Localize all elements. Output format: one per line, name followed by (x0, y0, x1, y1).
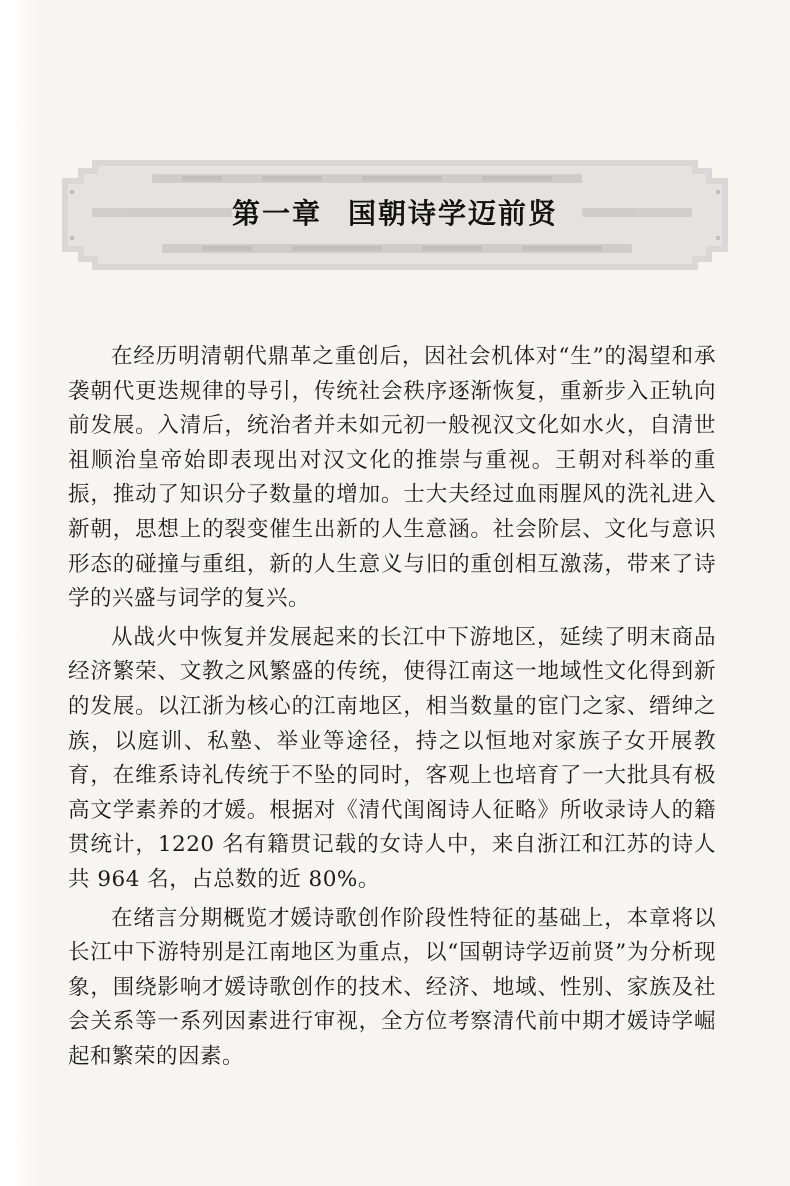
chapter-body (68, 340, 716, 1078)
chapter-banner (62, 160, 728, 270)
chapter-label: 第一章 (231, 197, 322, 230)
paragraph-2: 从战火中恢复并发展起来的长江中下游地区，延续了明末商品经济繁荣、文教之风繁盛的传统，使得江南这一地域性文化得到新的发展。以江浙为核心的江南地区，相当数量的宦门之家、缙绅之族，以庭训、私塾、举业等途径，持之以恒地对家族子女开展教育，在维系诗礼传统于不坠的同时，客观上也培育了一大批具有极高文学素养的才媛。根据对《清代闺阁诗人征略》所收录诗人的籍贯统计，1220 名有籍贯记载的女诗人中，来自浙江和江苏的诗人共 964 名，占总数的近 80%。 (68, 624, 716, 892)
paragraph-3: 在绪言分期概览才媛诗歌创作阶段性特征的基础上，本章将以长江中下游特别是江南地区为重点，以“国朝诗学迈前贤”为分析现象，围绕影响才媛诗歌创作的技术、经济、地域、性别、家族及社会关系等一系列因素进行审视，全方位考察清代前中期才媛诗学崛起和繁荣的因素。 (68, 905, 716, 1069)
chapter-title: 国朝诗学迈前贤 (348, 197, 559, 230)
paragraph-1: 在经历明清朝代鼎革之重创后，因社会机体对“生”的渴望和承袭朝代更迭规律的导引，传统社会秩序逐渐恢复，重新步入正轨向前发展。入清后，统治者并未如元初一般视汉文化如水火，自清世祖顺治皇帝始即表现出对汉文化的推崇与重视。王朝对科举的重振，推动了知识分子数量的增加。士大夫经过血雨腥风的洗礼进入新朝，思想上的裂变催生出新的人生意涵。社会阶层、文化与意识形态的碰撞与重组，新的人生意义与旧的重创相互激荡，带来了诗学的兴盛与词学的复兴。 (68, 344, 716, 612)
chapter-heading (62, 198, 728, 230)
